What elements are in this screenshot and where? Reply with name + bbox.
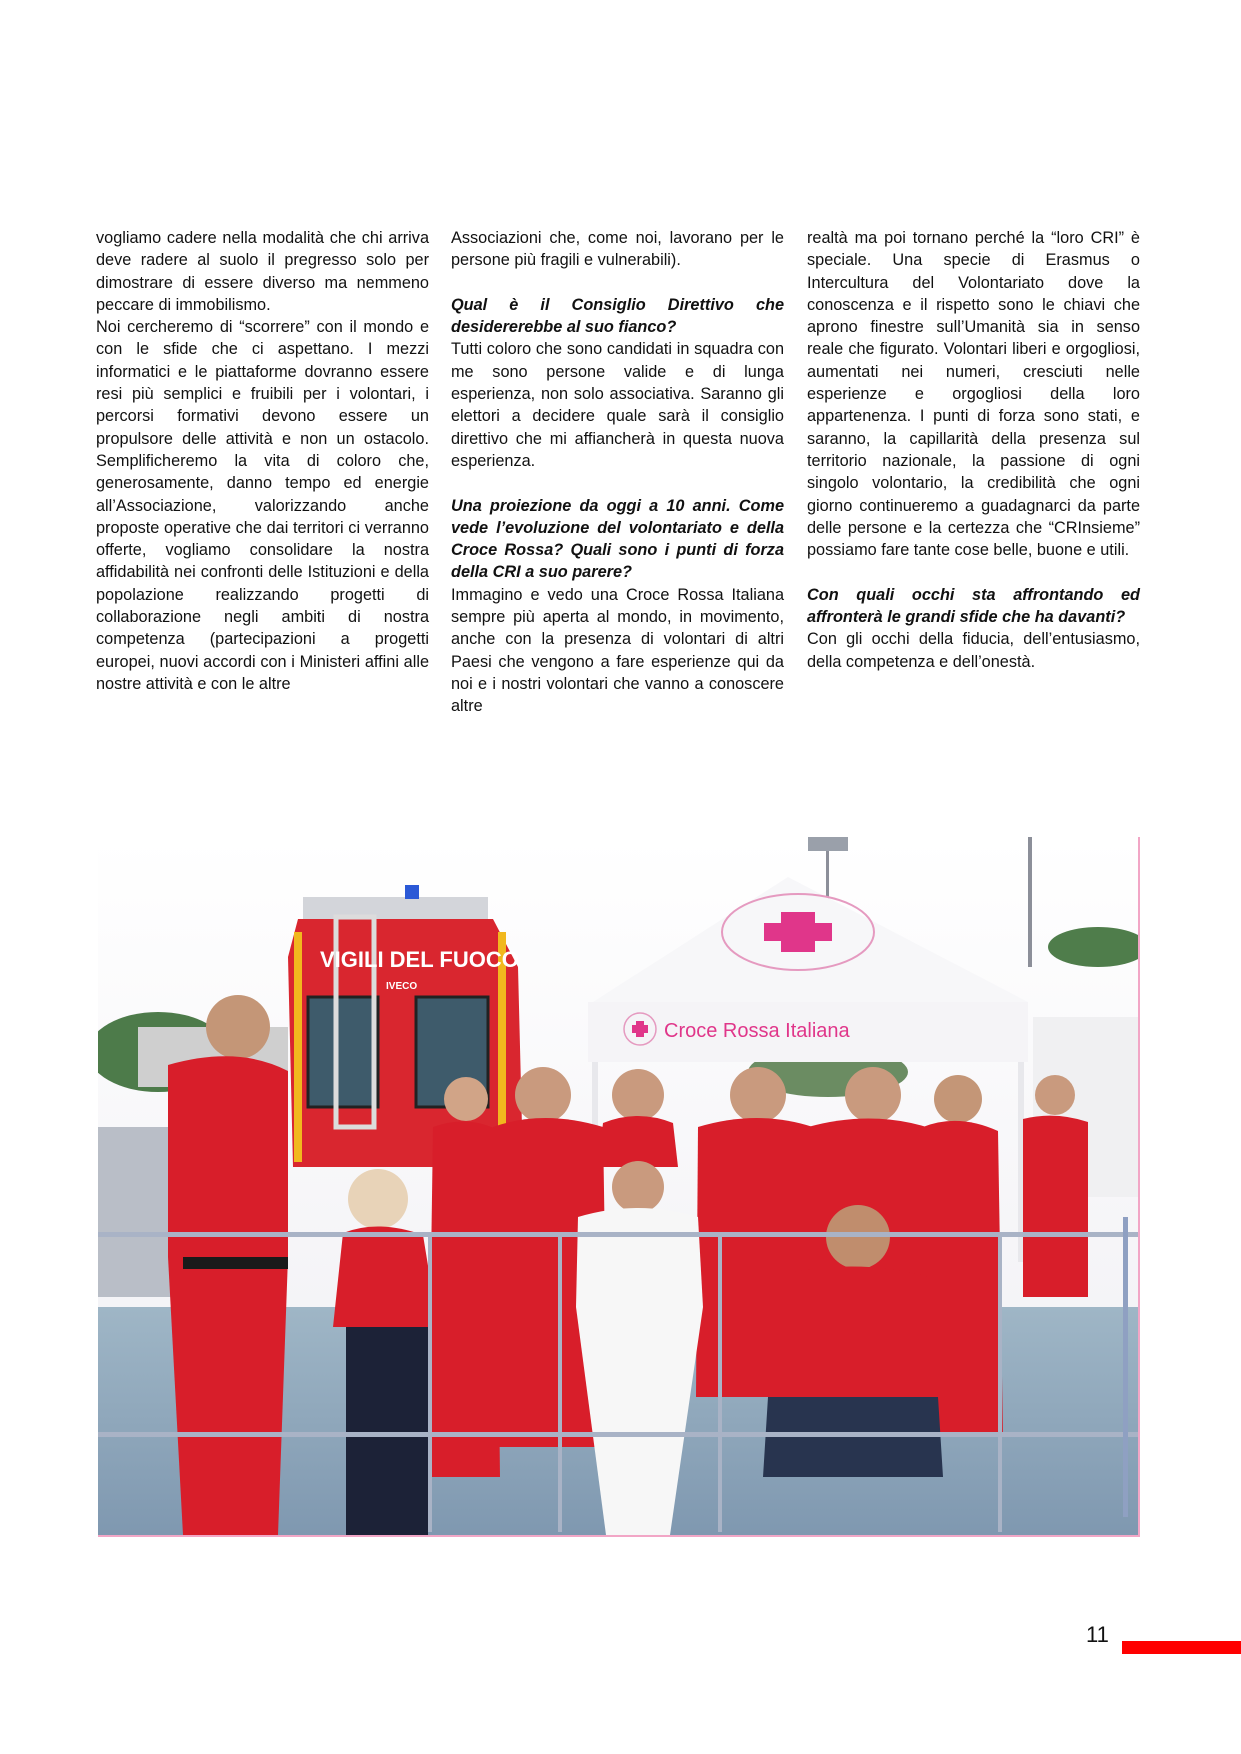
footer-accent-bar [1122, 1641, 1241, 1654]
interview-answer: Tutti coloro che sono candidati in squadra con me sono persone valide e di lunga esperienza, non solo associativa. Saranno gli elettori a decidere quale sarà il consiglio direttivo che mi affiancherà in questa nuova esperienza. [451, 340, 784, 470]
paragraph: Noi cercheremo di “scorrere” con il mondo e con le sfide che ci aspettano. I mezzi informatici e le piattaforme dovranno essere resi più semplici e fruibili per i volontari, i percorsi formativi devono essere un propulsore delle attività e non un ostacolo. Semplificheremo la vita di coloro che, generosamente, danno tempo ed energie all’Associazione, valorizzando anche proposte operative che dai territori ci verranno offerte, vogliamo consolidare la nostra affidabilità nei confronti delle Istituzioni e della popolazione realizzando progetti di collaborazione negli ambiti di nostra competenza (partecipazioni a progetti europei, nuovi accordi con i Ministeri affini alle nostre attività e con le altre [96, 318, 429, 693]
interview-answer: Con gli occhi della fiducia, dell’entusiasmo, della competenza e dell’onestà. [807, 630, 1140, 671]
person-left-man [168, 995, 288, 1535]
interview-question: Qual è il Consiglio Direttivo che desidererebbe al suo fianco? [451, 295, 784, 337]
interview-answer: Immagino e vedo una Croce Rossa Italiana sempre più aperta al mondo, in movimento, anche con la presenza di volontari di altri Paesi che vengono a fare esperienze qui da noi e i nostri volontari che vanno a conoscere altre [451, 585, 784, 716]
article-column-3 [807, 227, 1140, 673]
paragraph: Associazioni che, come noi, lavorano per le persone più fragili e vulnerabili). [451, 229, 784, 270]
tent-label: Croce Rossa Italiana [664, 1020, 850, 1042]
interview-question: Una proiezione da oggi a 10 anni. Come vede l’evoluzione del volontariato e della Croce Rossa? Quali sono i punti di forza della CRI a suo parere? [451, 496, 784, 582]
paragraph: realtà ma poi tornano perché la “loro CRI” è speciale. Una specie di Erasmus o Intercultura del Volontariato dove la conoscenza e il rispetto sono le chiavi che aprono finestre sull’Umanità sia in senso reale che figurato. Volontari liberi e orgogliosi, aumentati nei numeri, cresciuti nelle esperienze e orgogliosi della loro appartenenza. I punti di forza sono stati, e saranno, la capillarità della presenza sul territorio nazionale, la passione di ogni singolo volontario, la credibilità che ogni giorno continueremo a guadagnarci da parte delle persone e la certezza che “CRInsieme” possiamo fare tante cose belle, buone e utili. [807, 229, 1140, 560]
truck-label: VIGILI DEL FUOCO [320, 947, 519, 972]
paragraph: vogliamo cadere nella modalità che chi arriva deve radere al suolo il pregresso solo per dimostrare di essere diverso ma nemmeno peccare di immobilismo. [96, 229, 429, 314]
group-photo-illustration [98, 837, 1138, 1535]
page-number: 11 [1086, 1622, 1109, 1647]
article-column-1 [96, 227, 429, 695]
group-photo [98, 837, 1140, 1537]
person [428, 1077, 500, 1477]
article-column-2 [451, 227, 784, 718]
truck-brand: IVECO [386, 981, 418, 992]
fire-truck [288, 885, 523, 1167]
interview-question: Con quali occhi sta affrontando ed affronterà le grandi sfide che ha davanti? [807, 585, 1140, 627]
